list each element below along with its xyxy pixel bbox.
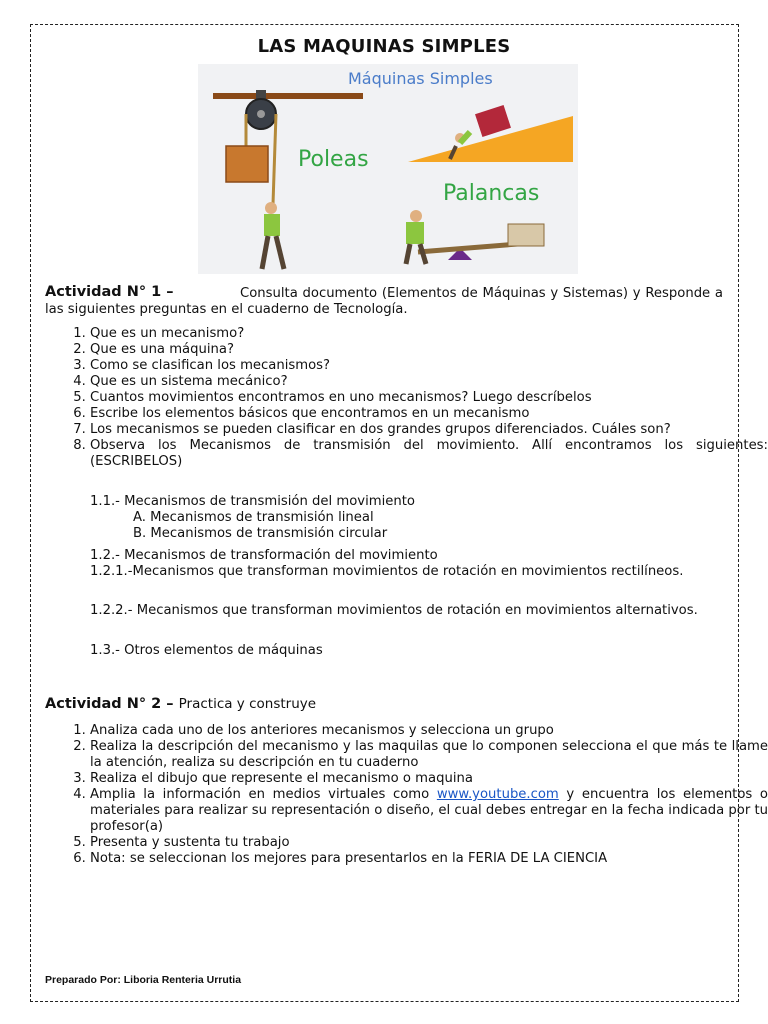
activity2-tasks (45, 723, 768, 867)
activity2-heading-label: Actividad N° 2 – (45, 696, 174, 712)
list-item: 2. Que es una máquina? (90, 342, 768, 358)
list-item: 5. Presenta y sustenta tu trabajo (90, 835, 768, 851)
item4-text-before: Amplia la información en medios virtuales como (90, 787, 437, 802)
item4-text-after: y encuentra los elementos o materiales para realizar su representación o diseño, el cual debes entregar en la fecha indicada por tu profesor(a) (90, 787, 768, 834)
list-item: 5. Cuantos movimientos encontramos en uno mecanismos? Luego descríbelos (90, 390, 768, 406)
activity1-heading-label: Actividad N° 1 – (45, 284, 174, 300)
sub-1-1: 1.1.- Mecanismos de transmisión del movimiento (90, 494, 415, 509)
activity1-intro: Consulta documento (Elementos de Máquinas y Sistemas) y Responde a las siguientes preguntas en el cuaderno de Tecnología. (45, 286, 723, 317)
list-item: 7. Los mecanismos se pueden clasificar en dos grandes grupos diferenciados. Cuáles son? (90, 422, 768, 438)
sub-1-2: 1.2.- Mecanismos de transformación del movimiento (90, 548, 438, 563)
sub-1-1-b: B. Mecanismos de transmisión circular (133, 526, 388, 541)
sub-1-2-1: 1.2.1.-Mecanismos que transforman movimientos de rotación en movimientos rectilíneos. (90, 564, 684, 579)
list-item: 6. Nota: se seleccionan los mejores para presentarlos en la FERIA DE LA CIENCIA (90, 851, 768, 867)
activity2-heading (45, 696, 316, 712)
list-item: 6. Escribe los elementos básicos que encontramos en un mecanismo (90, 406, 768, 422)
sub-1-3: 1.3.- Otros elementos de máquinas (90, 643, 323, 658)
youtube-link[interactable]: www.youtube.com (436, 787, 559, 802)
list-item: 2. Realiza la descripción del mecanismo y las maquilas que lo componen selecciona el que más te llame la atención, realiza su descripción en tu cuaderno (90, 739, 768, 771)
simple-machines-illustration (198, 64, 578, 274)
list-item: 1. Que es un mecanismo? (90, 326, 768, 342)
list-item: 3. Como se clasifican los mecanismos? (90, 358, 768, 374)
list-item: 3. Realiza el dibujo que represente el mecanismo o maquina (90, 771, 768, 787)
activity1-questions (45, 326, 768, 470)
list-item: 8. Observa los Mecanismos de transmisión del movimiento. Allí encontramos los siguientes: (ESCRIBELOS) (90, 438, 768, 470)
illustration-heading: Máquinas Simples (348, 69, 493, 88)
label-poleas: Poleas (298, 147, 369, 172)
page-title: LAS MAQUINAS SIMPLES (257, 36, 511, 57)
sub-1-1-a: A. Mecanismos de transmisión lineal (133, 510, 374, 525)
list-item (90, 787, 768, 835)
list-item: 4. Que es un sistema mecánico? (90, 374, 768, 390)
activity2-intro: Practica y construye (178, 696, 317, 712)
sub-1-2-2: 1.2.2.- Mecanismos que transforman movimientos de rotación en movimientos alternativos. (90, 603, 698, 618)
list-item: 1. Analiza cada uno de los anteriores mecanismos y selecciona un grupo (90, 723, 768, 739)
footer-author: Preparado Por: Liboria Renteria Urrutia (45, 974, 242, 986)
label-palancas: Palancas (443, 181, 540, 206)
